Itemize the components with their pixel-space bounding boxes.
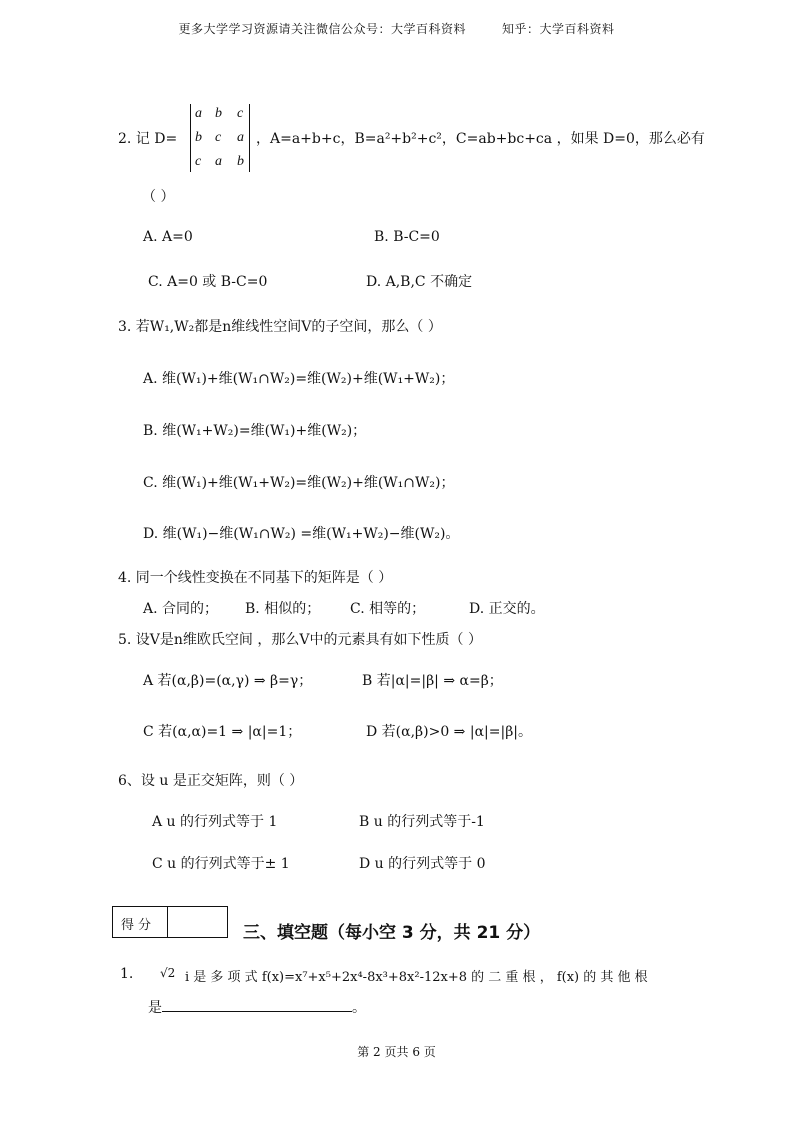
q5-stem: 5. 设V是n维欧氏空间 ，那么V中的元素具有如下性质（ ）: [118, 632, 482, 648]
header-left-text: 更多大学学习资源请关注微信公众号：大学百科资料: [178, 22, 466, 36]
q5-option-b: B 若|α|=|β| ⇒ α=β；: [362, 673, 503, 689]
q6-option-d: D u 的行列式等于 0: [359, 856, 486, 872]
det-cell: a: [237, 130, 244, 145]
q6-option-a: A u 的行列式等于 1: [152, 814, 278, 830]
det-cell: c: [237, 106, 244, 121]
q3-option-c: C. 维(W₁)+维(W₁+W₂)=维(W₂)+维(W₁∩W₂)；: [143, 475, 455, 491]
q3-option-a: A. 维(W₁)+维(W₁∩W₂)=维(W₂)+维(W₁+W₂)；: [143, 371, 455, 387]
q2-option-b: B. B-C=0: [374, 229, 440, 245]
fill1-blank[interactable]: [162, 999, 352, 1012]
q2-prefix: 2. 记 D=: [118, 131, 178, 147]
score-divider: [167, 907, 168, 937]
score-box: [112, 906, 228, 938]
header-right-text: 知乎：大学百科资料: [502, 22, 615, 36]
q3-option-d: D. 维(W₁)−维(W₁∩W₂) =维(W₁+W₂)−维(W₂)。: [143, 526, 460, 542]
page-header: [0, 20, 793, 37]
det-cell: a: [195, 106, 202, 121]
q4-option-b: B. 相似的；: [245, 601, 321, 617]
q2-paren: （ ）: [142, 189, 175, 205]
fill1-line2-prefix: 是: [148, 1000, 162, 1016]
q5-option-a: A 若(α,β)=(α,γ) ⇒ β=γ；: [143, 673, 313, 689]
q6-option-c: C u 的行列式等于± 1: [152, 856, 290, 872]
q2-condition: ，A=a+b+c，B=a²+b²+c²，C=ab+bc+ca ，如果 D=0，那么必有: [256, 131, 705, 147]
det-cell: a: [215, 154, 222, 169]
q3-option-b: B. 维(W₁+W₂)=维(W₁)+维(W₂)；: [143, 423, 367, 439]
det-cell: b: [195, 130, 202, 145]
score-label: 得分: [121, 918, 156, 933]
q2-determinant: [190, 104, 250, 172]
fill1-line2-suffix: 。: [352, 1000, 366, 1016]
q2-option-d: D. A,B,C 不确定: [366, 274, 473, 290]
fill1-answer-line: [148, 997, 366, 1017]
fill1-number: 1.: [120, 966, 134, 982]
q2-option-c: C. A=0 或 B-C=0: [148, 274, 268, 290]
q4-option-d: D. 正交的。: [469, 601, 545, 617]
q5-option-d: D 若(α,β)>0 ⇒ |α|=|β|。: [366, 724, 533, 740]
det-cell: c: [215, 130, 222, 145]
section-title: 三、填空题（每小空 3 分，共 21 分）: [243, 923, 541, 943]
q5-option-c: C 若(α,α)=1 ⇒ |α|=1；: [143, 724, 302, 740]
q2-option-a: A. A=0: [143, 229, 193, 245]
page-number: 第 2 页共 6 页: [357, 1045, 436, 1059]
q4-option-c: C. 相等的；: [350, 601, 426, 617]
det-cell: b: [237, 154, 244, 169]
q4-stem: 4. 同一个线性变换在不同基下的矩阵是（ ）: [118, 570, 393, 586]
fill1-text: i 是 多 项 式 f(x)=x⁷+x⁵+2x⁴-8x³+8x²-12x+8 的 二 重 根 ， f(x) 的 其 他 根: [185, 970, 648, 985]
q6-option-b: B u 的行列式等于-1: [359, 814, 485, 830]
det-cell: b: [215, 106, 222, 121]
det-cell: c: [195, 154, 202, 169]
q6-stem: 6、设 u 是正交矩阵，则（ ）: [118, 773, 304, 789]
q4-option-a: A. 合同的；: [143, 601, 219, 617]
q3-stem: 3. 若W₁,W₂都是n维线性空间V的子空间，那么（ ）: [118, 319, 442, 335]
fill1-sqrt: √2: [160, 966, 176, 980]
